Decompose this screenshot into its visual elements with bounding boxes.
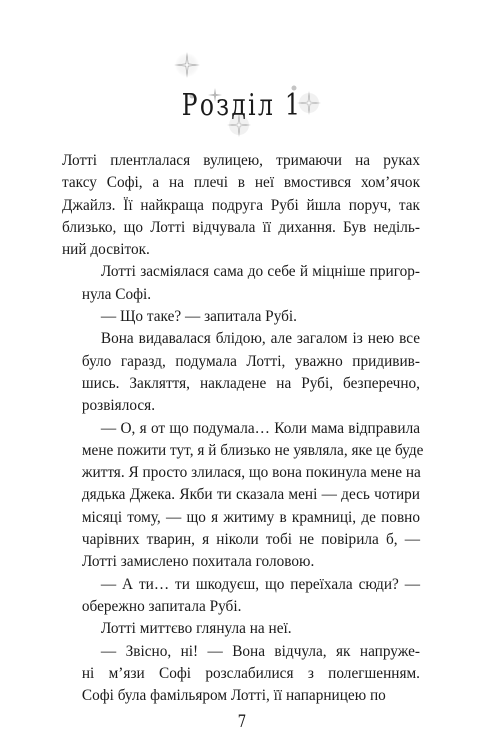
- text-line: близько, що Лотті відчувала її дихання. Був неділь-: [62, 218, 420, 236]
- text-line: життя. Я просто злилася, що вона покинула мене на: [81, 464, 421, 482]
- text-line: — А ти… ти шкодуєш, що переїхала сюди? —: [100, 575, 420, 593]
- text-line: Лотті миттєво глянула на неї.: [100, 620, 292, 638]
- chapter-title: Розділ 1: [181, 88, 303, 123]
- chapter-heading: [0, 40, 484, 150]
- text-line: — Що таке? — запитала Рубі.: [100, 308, 297, 326]
- text-line: ний досвіток.: [62, 241, 150, 259]
- text-line: нула Софі.: [81, 285, 152, 303]
- page-number: 7: [237, 712, 247, 732]
- text-line: місяці тому, — що я житиму в крамниці, де повно: [81, 508, 420, 526]
- text-line: мене пожити тут, я й близько не уявляла, яке це буде: [81, 441, 424, 459]
- text-line: Софі була фамільяром Лотті, її напарницею по: [81, 687, 386, 705]
- paragraph: [62, 150, 420, 261]
- text-line: Лотті засміялася сама до себе й міцніше пригор-: [100, 263, 420, 281]
- text-line: шись. Закляття, накладене на Рубі, безперечно,: [81, 374, 420, 392]
- paragraph: [62, 261, 420, 306]
- text-line: Джайлз. Її найкраща подруга Рубі йшла поруч, так: [62, 196, 420, 214]
- text-line: розвіялося.: [81, 397, 156, 415]
- text-line: обережно запитала Рубі.: [81, 597, 242, 615]
- paragraph: [62, 574, 420, 619]
- text-line: таксу Софі, а на плечі в неї вмостився хом’ячок: [62, 174, 420, 192]
- body-text: [62, 150, 424, 707]
- text-line: було гаразд, подумала Лотті, уважно придивив-: [81, 352, 420, 370]
- text-line: Вона видавалася блідою, але загалом із нею все: [100, 330, 420, 348]
- paragraph: [62, 641, 420, 708]
- text-line: дядька Джека. Якби ти сказала мені — десь чотири: [81, 486, 420, 504]
- paragraph: [62, 418, 424, 574]
- text-line: — Звісно, ні! — Вона відчула, як напруже-: [100, 642, 420, 660]
- paragraph: [62, 328, 420, 417]
- text-line: Лотті замислено похитала головою.: [81, 553, 315, 571]
- text-line: Лотті плентлалася вулицею, тримаючи на руках: [62, 152, 420, 169]
- text-line: ні м’язи Софі розслабилися з полегшенням.: [81, 664, 420, 682]
- paragraph: [62, 306, 420, 328]
- text-line: — О, я от що подумала… Коли мама відправила: [100, 419, 420, 437]
- paragraph: [62, 618, 420, 640]
- text-line: чарівних тварин, я ніколи тобі не повірила б, —: [81, 531, 420, 549]
- sparkle-icon: [172, 50, 202, 80]
